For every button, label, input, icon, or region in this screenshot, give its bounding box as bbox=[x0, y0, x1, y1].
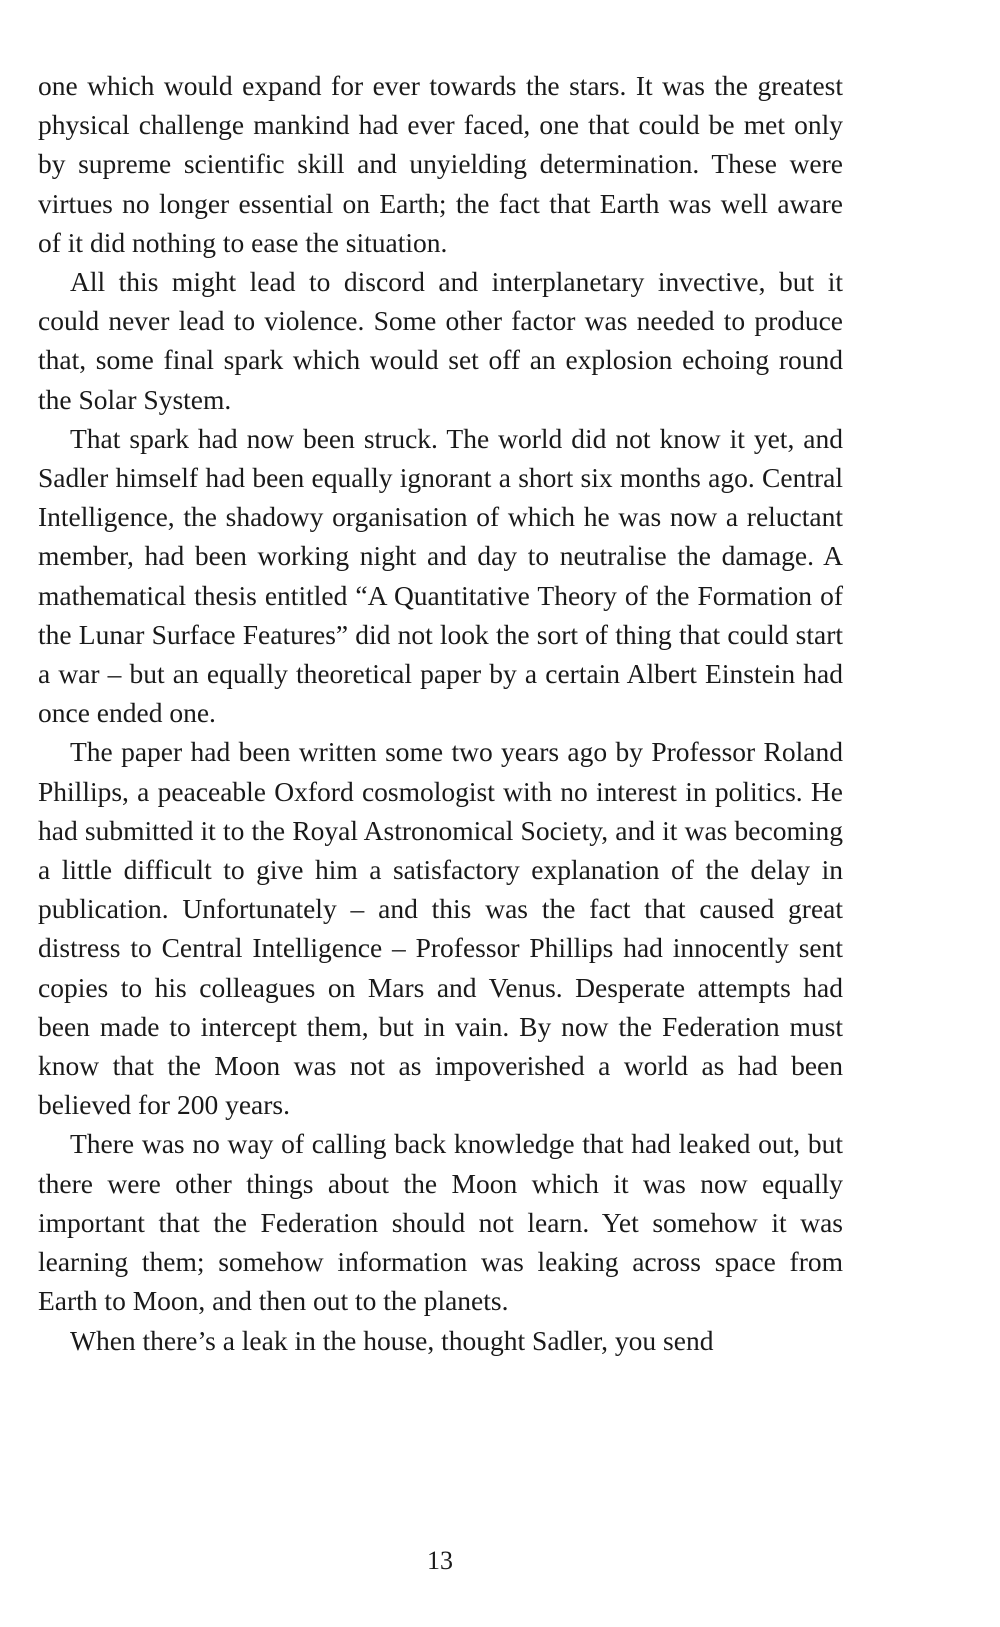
paragraph-2: All this might lead to discord and interplanetary invective, but it could never lead to violence. Some other factor was needed to produce that, some final spark which would set off an explosion echoing round the Solar System. bbox=[38, 266, 843, 415]
paragraph-5: There was no way of calling back knowledge that had leaked out, but there were other things about the Moon which it was now equally important that the Federation should not learn. Yet somehow it was learning them; somehow information was leaking across space from Earth to Moon, and then out to the planets. bbox=[38, 1128, 843, 1317]
paragraph-6: When there’s a leak in the house, thought Sadler, you send bbox=[70, 1324, 714, 1356]
body-text bbox=[38, 66, 843, 1360]
paragraph-3: That spark had now been struck. The world did not know it yet, and Sadler himself had been equally ignorant a short six months ago. Central Intelligence, the shadowy organisation of which he was now a reluctant member, had been working night and day to neutralise the damage. A mathematical thesis entitled “A Quantitative Theory of the Formation of the Lunar Surface Features” did not look the sort of thing that could start a war – but an equally theoretical paper by a certain Albert Einstein had once ended one. bbox=[38, 422, 843, 729]
paragraph-1: one which would expand for ever towards the stars. It was the greatest physical challenge mankind had ever faced, one that could be met only by supreme scientific skill and unyielding determination. These were virtues no longer essential on Earth; the fact that Earth was well aware of it did nothing to ease the situation. bbox=[38, 70, 843, 258]
paragraph-4: The paper had been written some two years ago by Professor Roland Phillips, a peaceable Oxford cosmologist with no interest in politics. He had submitted it to the Royal Astronomical Society, and it was becoming a little difficult to give him a satisfactory explanation of the delay in publication. Unfortunately – and this was the fact that caused great distress to Central Intelligence – Professor Phillips had innocently sent copies to his colleagues on Mars and Venus. Desperate attempts had been made to intercept them, but in vain. By now the Federation must know that the Moon was not as impoverished a world as had been believed for 200 years. bbox=[38, 736, 843, 1121]
page-number: 13 bbox=[427, 1546, 453, 1575]
